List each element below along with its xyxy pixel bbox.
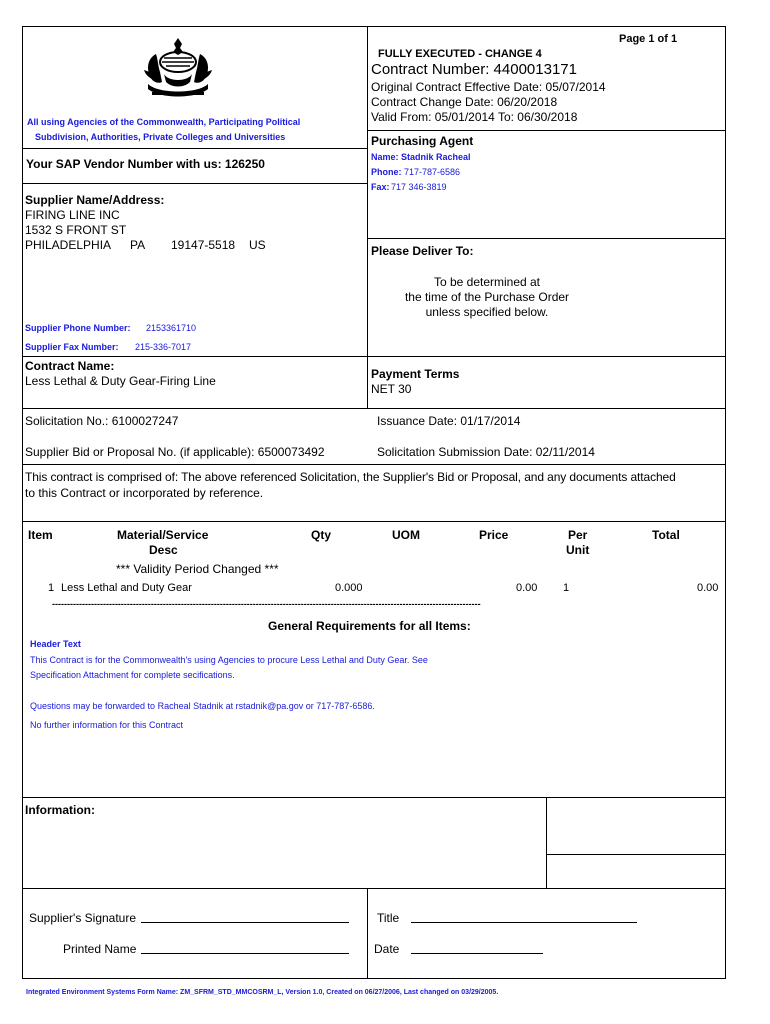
solicitation-rule	[22, 408, 726, 409]
title-label: Title	[377, 911, 400, 925]
supplier-phone-label: Supplier Phone Number:	[25, 323, 131, 333]
vendor-top-rule	[22, 148, 367, 149]
agencies-line-1: All using Agencies of the Commonwealth, Participating Political	[27, 117, 301, 127]
purchasing-agent-heading: Purchasing Agent	[371, 134, 474, 148]
supplier-city: PHILADELPHIA	[25, 238, 112, 252]
signature-divider	[367, 888, 368, 979]
contract-name-label: Contract Name:	[25, 359, 115, 373]
row-qty: 0.000	[335, 582, 363, 594]
row-item: 1	[48, 582, 55, 594]
header-text-label: Header Text	[30, 639, 81, 649]
deliver-line-2: the time of the Purchase Order	[404, 290, 570, 304]
row-total: 0.00	[697, 582, 719, 594]
col-material-desc: Desc	[149, 543, 178, 557]
agencies-line-2: Subdivision, Authorities, Private Colleges and Universities	[35, 132, 286, 142]
general-para-3: No further information for this Contract	[30, 720, 184, 730]
printed-name-line[interactable]	[141, 953, 349, 954]
supplier-country: US	[249, 238, 266, 252]
agent-name: Name: Stadnik Racheal	[371, 152, 471, 162]
col-qty: Qty	[311, 528, 332, 542]
general-requirements-heading: General Requirements for all Items:	[268, 619, 471, 633]
col-price: Price	[479, 528, 509, 542]
supplier-phone: 2153361710	[146, 323, 197, 333]
contract-change-date: Contract Change Date: 06/20/2018	[371, 95, 558, 109]
table-top-rule	[22, 521, 726, 522]
form-footer: Integrated Environment Systems Form Name: ZM_SFRM_STD_MMCOSRM_L, Version 1.0, Created on 06/27/2006, Last changed on 03/29/2005.	[26, 989, 499, 996]
information-sub-rule	[546, 854, 726, 855]
supplier-street: 1532 S FRONT ST	[25, 223, 127, 237]
general-para-2: Questions may be forwarded to Racheal Stadnik at rstadnik@pa.gov or 717-787-6586.	[30, 701, 375, 711]
payment-terms-label: Payment Terms	[371, 367, 460, 381]
supplier-signature-label: Supplier's Signature	[29, 911, 137, 925]
supplier-fax: 215-336-7017	[135, 342, 192, 352]
original-effective-date: Original Contract Effective Date: 05/07/2014	[371, 80, 606, 94]
general-para-1-line-1: This Contract is for the Commonwealth's using Agencies to procure Less Lethal and Duty Gear. See	[30, 655, 428, 665]
contract-name: Less Lethal & Duty Gear-Firing Line	[25, 374, 216, 388]
supplier-heading: Supplier Name/Address:	[25, 193, 165, 207]
row-price: 0.00	[516, 582, 538, 594]
date-line[interactable]	[411, 953, 543, 954]
comprised-line-1: This contract is comprised of: The above referenced Solicitation, the Supplier's Bid or Proposal, and any documents attached	[25, 470, 676, 484]
agent-top-rule	[367, 130, 726, 131]
header-divider	[367, 26, 368, 408]
agent-phone-label: Phone:	[371, 167, 402, 177]
col-per: Per	[568, 528, 588, 542]
vendor-number: Your SAP Vendor Number with us: 126250	[26, 157, 265, 171]
col-per-unit: Unit	[566, 543, 590, 557]
bid-number: Supplier Bid or Proposal No. (if applicable): 6500073492	[25, 445, 325, 459]
validity-note: *** Validity Period Changed ***	[116, 562, 279, 576]
solicitation-number: Solicitation No.: 6100027247	[25, 414, 179, 428]
submission-date: Solicitation Submission Date: 02/11/2014	[377, 445, 595, 459]
payment-terms: NET 30	[371, 382, 412, 396]
col-material: Material/Service	[117, 528, 209, 542]
information-rule	[22, 797, 726, 798]
supplier-fax-label: Supplier Fax Number:	[25, 342, 119, 352]
row-separator: -----------------------------------------------------------------------------------------------------------------------------------------------	[52, 599, 481, 609]
page-indicator: Page 1 of 1	[619, 33, 678, 45]
row-desc: Less Lethal and Duty Gear	[61, 582, 192, 594]
issuance-date: Issuance Date: 01/17/2014	[377, 414, 521, 428]
deliver-line-3: unless specified below.	[425, 305, 549, 319]
contract-status: FULLY EXECUTED - CHANGE 4	[378, 48, 542, 60]
supplier-state: PA	[130, 238, 146, 252]
col-uom: UOM	[392, 528, 420, 542]
agent-fax-label: Fax:	[371, 182, 390, 192]
contract-number: Contract Number: 4400013171	[371, 61, 577, 78]
date-label: Date	[374, 942, 400, 956]
printed-name-label: Printed Name	[63, 942, 137, 956]
contract-name-rule	[22, 356, 726, 357]
col-total: Total	[652, 528, 680, 542]
row-per: 1	[563, 582, 570, 594]
supplier-top-rule	[22, 183, 367, 184]
agent-fax: 717 346-3819	[391, 182, 447, 192]
title-line[interactable]	[411, 922, 637, 923]
information-label: Information:	[25, 803, 95, 817]
valid-period: Valid From: 05/01/2014 To: 06/30/2018	[371, 110, 578, 124]
deliver-line-1: To be determined at	[433, 275, 541, 289]
information-divider	[546, 797, 547, 888]
comprised-line-2: to this Contract or incorporated by reference.	[25, 486, 264, 500]
deliver-heading: Please Deliver To:	[371, 244, 474, 258]
comprised-rule	[22, 464, 726, 465]
supplier-zip: 19147-5518	[171, 238, 236, 252]
col-item: Item	[28, 528, 53, 542]
supplier-signature-line[interactable]	[141, 922, 349, 923]
deliver-top-rule	[367, 238, 726, 239]
agent-phone: 717-787-6586	[404, 167, 461, 177]
signature-rule	[22, 888, 726, 889]
commonwealth-seal-icon	[138, 36, 218, 100]
supplier-name: FIRING LINE INC	[25, 208, 120, 222]
general-para-1-line-2: Specification Attachment for complete secifications.	[30, 670, 235, 680]
